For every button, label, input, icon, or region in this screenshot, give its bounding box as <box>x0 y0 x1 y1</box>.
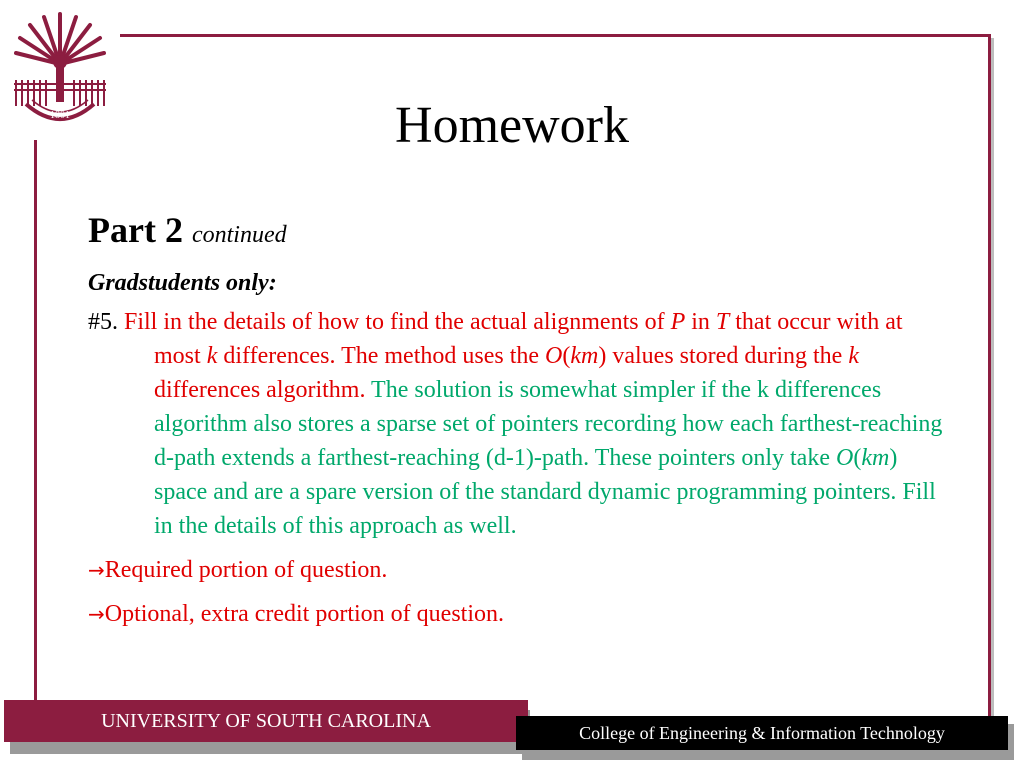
legend-required <box>88 553 948 587</box>
optional-text: The solution is somewhat simpler if the k differences algorithm also stores a sparse set of pointers recording how each farthest-reaching d-path extends a farthest-reaching (d-1)-path. These pointers only take O(km) space and are a spare version of the standard dynamic programming pointers. Fill in the details of this approach as well. <box>154 377 943 539</box>
footer-university: UNIVERSITY OF SOUTH CAROLINA <box>4 700 528 742</box>
slide-frame-top <box>120 34 990 37</box>
slide-title: Homework <box>395 97 629 154</box>
audience-note: Gradstudents only: <box>88 270 277 296</box>
legend-optional-text: Optional, extra credit portion of question. <box>104 601 504 627</box>
legend-optional <box>88 597 948 631</box>
slide-frame-left <box>34 140 37 700</box>
part-subtitle: continued <box>191 222 287 248</box>
arrow-right-icon: → <box>88 558 105 582</box>
question-5 <box>88 305 948 543</box>
legend-required-text: Required portion of question. <box>104 557 388 583</box>
arrow-right-icon: → <box>88 602 105 626</box>
question-number: #5. <box>88 309 124 335</box>
slide-body <box>88 206 948 631</box>
footer-college: College of Engineering & Information Technology <box>516 716 1008 750</box>
part-label: Part 2 <box>88 210 183 250</box>
part-heading <box>88 206 948 259</box>
svg-text:1801: 1801 <box>50 110 70 121</box>
required-text: Fill in the details of how to find the actual alignments of P in T that occur with at most k differences. The method uses the O(km) values stored during the k differences algorithm. <box>124 309 903 403</box>
